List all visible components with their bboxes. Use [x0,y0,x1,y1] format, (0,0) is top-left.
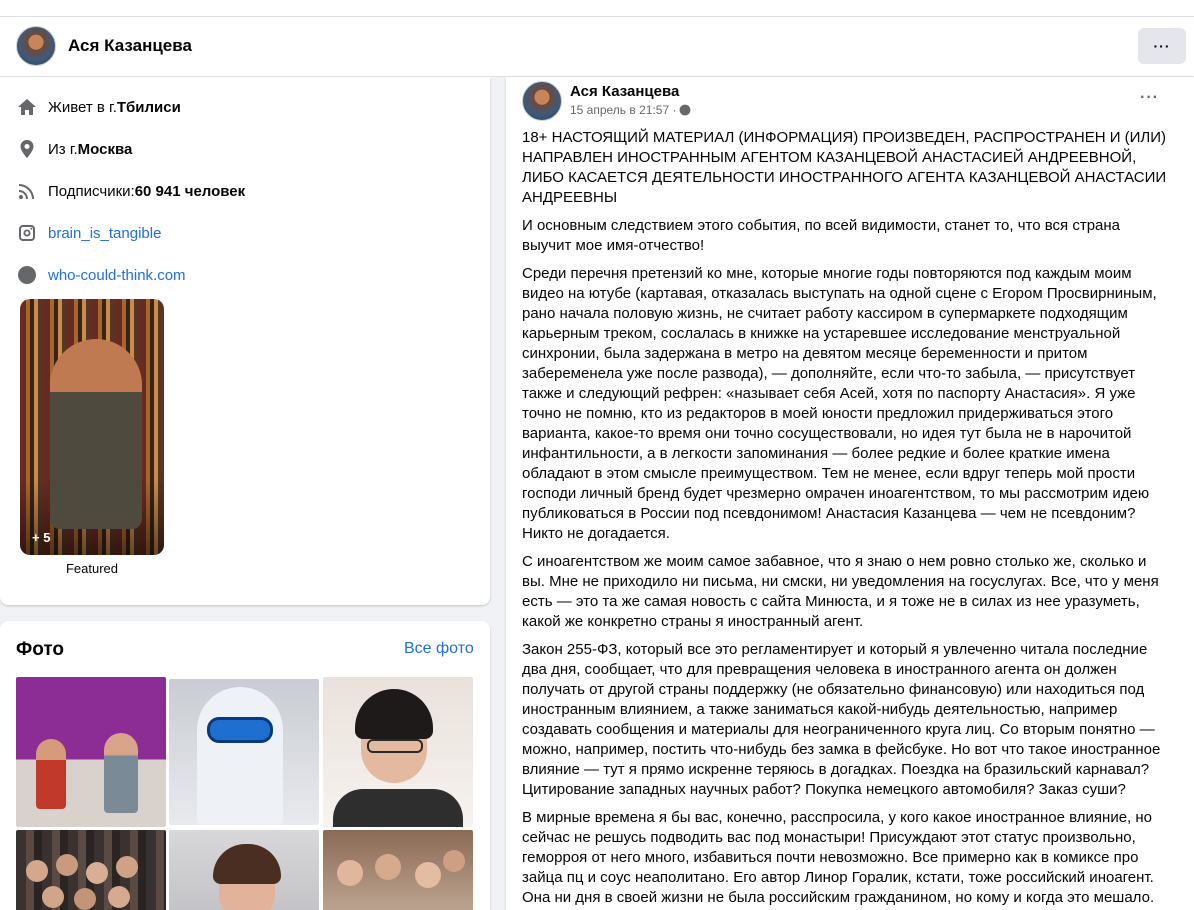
from-city[interactable]: Москва [77,140,133,158]
profile-name[interactable]: Ася Казанцева [68,36,192,55]
website-link[interactable]: who-could-think.com [48,266,186,284]
post-card [506,77,1194,910]
photo-thumbnail[interactable] [323,830,473,910]
public-globe-icon [679,104,691,116]
photo-face [26,860,48,882]
photo-goggles [207,717,273,743]
post-author-name[interactable]: Ася Казанцева [570,83,680,100]
intro-website [16,263,186,287]
photo-face [42,886,64,908]
post-date[interactable]: 15 апрель в 21:57 · [570,103,677,117]
photo-face [337,860,363,886]
photo-hair [355,689,433,739]
followers-count[interactable]: 60 941 человек [134,182,246,200]
post-meta [570,103,691,117]
post-body [522,128,1170,910]
photo-figure [197,687,283,825]
post-paragraph: 18+ НАСТОЯЩИЙ МАТЕРИАЛ (ИНФОРМАЦИЯ) ПРОИЗВЕДЕН, РАСПРОСТРАНЕН И (ИЛИ) НАПРАВЛЕН ИНОСТРАННЫМ АГЕНТОМ КАЗАНЦЕВОЙ АНАСТАСИЕЙ АНДРЕЕВНОЙ, ЛИБО КАСАЕТСЯ ДЕЯТЕЛЬНОСТИ ИНОСТРАННОГО АГЕНТА КАЗАНЦЕВОЙ АНАСТАСИИ АНДРЕЕВНЫ [522,129,1167,206]
intro-card [0,77,490,605]
photo-face [116,856,138,878]
profile-header [0,17,1194,77]
post-paragraph: С иноагентством же моим самое забавное, что я знаю о нем ровно столько же, сколько и вы. Мне не приходило ни письма, ни смски, ни уведомления на госуслугах. Все, что у меня есть — это та же самая новость с сайта Минюста, и я тоже не в силах из нее уразуметь, какой же конкретно страны я иностранный агент. [522,553,1159,630]
photos-title: Фото [16,639,65,660]
featured-photo-person [50,339,142,529]
photo-figure [333,789,463,827]
globe-icon [16,264,38,286]
intro-followers [16,179,245,203]
photo-face [415,862,441,888]
featured-collection[interactable] [20,299,164,555]
rss-followers-icon [16,180,38,202]
photo-glasses [367,739,423,753]
post-paragraph: И основным следствием этого события, по всей видимости, станет то, что вся страна выучит мое имя-отчество! [522,217,1121,254]
more-options-button[interactable]: ··· [1138,28,1186,64]
followers-prefix: Подписчики: [48,182,135,200]
photo-thumbnail[interactable] [16,830,166,910]
intro-lives-in [16,95,181,119]
photo-face [86,862,108,884]
home-icon [16,96,38,118]
post-author-avatar[interactable] [522,81,562,121]
top-bar [0,0,1194,17]
photo-hair [213,844,281,884]
photo-face [74,888,96,910]
post-paragraph: Закон 255-ФЗ, который все это регламентирует и который я увлеченно читала последние два дня, сообщает, что для превращения человека в иностранного агента он должен получать от другой страны поддержку (не обязательно финансовую) или находиться под иностранным влиянием, а также заниматься какой-нибудь деятельностью, например создавать сообщения и материалы для неограниченного круга лиц. Со вторым понятно — можно, например, постить что-нибудь без замка в фейсбуке. Но вот что такое иностранное влияние — тут я прямо искренне теряюсь в догадках. Поездка на бразильский карнавал? Цитирование западных научных работ? Покупка немецкого автомобиля? Заказ суши? [522,641,1161,798]
instagram-link[interactable]: brain_is_tangible [48,224,162,242]
photo-thumbnail[interactable] [16,677,166,827]
photo-figure [104,733,138,813]
photos-card [0,621,490,910]
photo-thumbnail[interactable] [323,677,473,827]
post-options-button[interactable]: ··· [1140,89,1159,106]
photo-face [56,854,78,876]
photo-face [375,854,401,880]
location-pin-icon [16,138,38,160]
profile-avatar[interactable] [16,26,56,66]
all-photos-link[interactable]: Все фото [404,640,474,657]
lives-in-city[interactable]: Тбилиси [116,98,181,116]
photo-face [443,850,465,872]
instagram-icon [16,222,38,244]
from-prefix: Из г. [48,140,78,158]
lives-in-prefix: Живет в г. [48,98,117,116]
featured-count: + 5 [32,530,51,545]
post-paragraph: В мирные времена я бы вас, конечно, расспросила, у кого какое иностранное влияние, но сейчас не решусь подводить вас под монастыри! Присуждают этот статус произвольно, геморроя от него много, избавиться почти невозможно. Все примерно как в комиксе про зайца пц и соус неаполитано. Его автор Линор Горалик, кстати, тоже российский иноагент. Она ни дня в своей жизни не была российским гражданином, но кому и когда это мешало. [522,809,1155,906]
photo-figure [36,739,66,809]
photo-thumbnail[interactable] [169,679,319,825]
post-paragraph: Среди перечня претензий ко мне, которые многие годы повторяются под каждым моим видео на ютубе (картавая, отказалась выступать на одной сцене с Егором Просвирниным, рано начала половую жизнь, не считает работу кассиром в супермаркете подходящим карьерным треком, сослалась в книжке на устаревшее исследование менструальной синхронии, была задержана в метро на девятом месяце беременности и притом забеременела уже после развода), — дополняйте, если что-то забыла, — присутствует также и следующий рефрен: «называет себя Асей, хотя по паспорту Анастасия». Я уже точно не помню, кто из редакторов в моей юности предложил придерживаться этого варианта, какое-то время они точно сосуществовали, но идея тут была не в нарочитой инфантильности, а в легкости запоминания — более редкие и более краткие имена обладают в этом смысле преимуществом. Тем не менее, если вдруг теперь мой прости господи личный бренд будет чрезмерно омрачен иноагентством, то мы рассмотрим идею публиковаться в России под псевдонимом! Анастасия Казанцева — чем не псевдоним? Никто не догадается. [522,265,1157,542]
photo-face [108,886,130,908]
featured-label: Featured [65,561,119,576]
photo-thumbnail[interactable] [169,830,319,910]
intro-instagram [16,221,161,245]
intro-from [16,137,132,161]
